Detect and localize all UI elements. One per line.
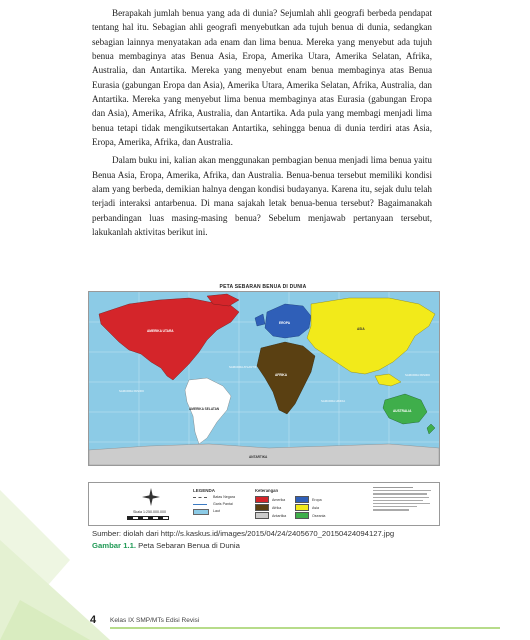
legend-key-item (295, 496, 322, 503)
legend-key-label: Amerika (272, 497, 286, 502)
legend-key-label: Antartika (272, 513, 287, 518)
world-map-graphic (89, 292, 439, 465)
legend-key-item (255, 504, 281, 511)
body-text (92, 6, 432, 244)
legend-key-swatch (255, 512, 269, 519)
map-scale: Skala 1:250.000.000 (133, 510, 166, 514)
figure-caption (92, 541, 240, 550)
legend-border-symbol (193, 497, 207, 498)
legend-key-item (295, 512, 325, 519)
label-north-america: AMERIKA UTARA (147, 329, 174, 333)
map-title: PETA SEBARAN BENUA DI DUNIA (219, 284, 307, 290)
legend-key-label: Afrika (272, 505, 282, 510)
legend-title: LEGENDA (193, 488, 216, 493)
footer-rule (110, 627, 500, 629)
legend-sea-symbol (193, 509, 209, 515)
label-pacific-right: SAMUDRA PASIFIK (405, 373, 431, 377)
label-australia: AUSTRALIA (393, 409, 412, 413)
legend-key-swatch (295, 496, 309, 503)
legend-key-item (255, 496, 285, 503)
legend-key-swatch (255, 496, 269, 503)
map-legend (88, 482, 440, 526)
label-europe: EROPA (279, 321, 291, 325)
legend-key-swatch (295, 512, 309, 519)
paragraph-1: Berapakah jumlah benua yang ada di dunia? Sejumlah ahli geografi berbeda pendapat tentang hal itu. Sebagian ahli geografi menyebutkan ada tujuh benua di dunia, sedangkan sebagian lainnya menyatakan ada enam dan lima benua. Mereka yang menyebut ada tujuh benua membaginya atas Benua Asia, Eropa, Amerika Utara, Amerika Selatan, Afrika, Australia, dan Antartika. Mereka yang menyebut enam benua membaginya atas Benua Eurasia (gabungan Eropa dan Asia), Amerika Utara, Amerika Selatan, Afrika, Australia, dan Antartika. Mereka yang menyebut lima benua membaginya atas Eurasia (gabungan Eropa dan Asia), Amerika, Afrika, Australia, dan Antartika. Ada pula yang membagi menjadi lima benua tetapi tidak mengikutsertakan Antartika, sehingga benua di dunia terdiri atas Asia, Eropa, Amerika, Afrika, dan Australia. (92, 8, 432, 148)
page-number: 4 (90, 614, 97, 626)
book-title: Kelas IX SMP/MTs Edisi Revisi (110, 617, 200, 624)
legend-key-label: Asia (312, 505, 319, 510)
label-atlantic: SAMUDRA ATLANTIK (229, 365, 257, 369)
label-asia: ASIA (357, 327, 365, 331)
legend-key-swatch (255, 504, 269, 511)
legend-key-item (255, 512, 286, 519)
legend-key-item (295, 504, 319, 511)
label-indian: SAMUDRA HINDIA (321, 399, 346, 403)
scale-bar (127, 516, 169, 520)
label-pacific-left: SAMUDRA PASIFIK (119, 389, 145, 393)
world-map (88, 291, 440, 466)
africa-shape (257, 342, 315, 414)
legend-item-coast: Garis Pantai (213, 502, 233, 506)
legend-coast-symbol (193, 504, 207, 505)
north-america-shape (99, 298, 239, 380)
map-source-notes (373, 487, 435, 521)
legend-key-label: Oseania (312, 513, 326, 518)
legend-item-border: Batas Negara (213, 495, 235, 499)
figure-caption-text: Peta Sebaran Benua di Dunia (136, 541, 240, 550)
legend-key-swatch (295, 504, 309, 511)
figure-caption-label: Gambar 1.1. (92, 541, 137, 550)
figure-source: Sumber: diolah dari http://s.kaskus.id/images/2015/04/24/2405670_201504240941​27.jpg (92, 529, 395, 538)
asia-shape (307, 298, 435, 374)
legend-item-sea: Laut (213, 509, 220, 513)
paragraph-2: Dalam buku ini, kalian akan menggunakan pembagian benua menjadi lima benua yaitu Benua Asia, Eropa, Amerika, Afrika, dan Australia. Benua-benua tersebut memiliki kondisi alam yang berbeda, demikian halnya dengan kondisi budayanya. Karena itu, sejak dulu telah terjadi interaksi antarbenua. Di mana sajakah letak benua-benua tersebut? Bagaimanakah perbandingan luas masing-masing benua? Sebelum menjawab pertanyaan tersebut, lakukanlah aktivitas berikut ini. (92, 155, 432, 238)
label-antarctica: ANTARTIKA (249, 455, 268, 459)
legend-key-title: Keterangan (255, 488, 279, 493)
legend-key-label: Eropa (312, 497, 322, 502)
label-africa: AFRIKA (275, 373, 288, 377)
south-america-shape (185, 378, 231, 444)
label-south-america: AMERIKA SELATAN (189, 407, 220, 411)
compass-icon (141, 487, 161, 507)
